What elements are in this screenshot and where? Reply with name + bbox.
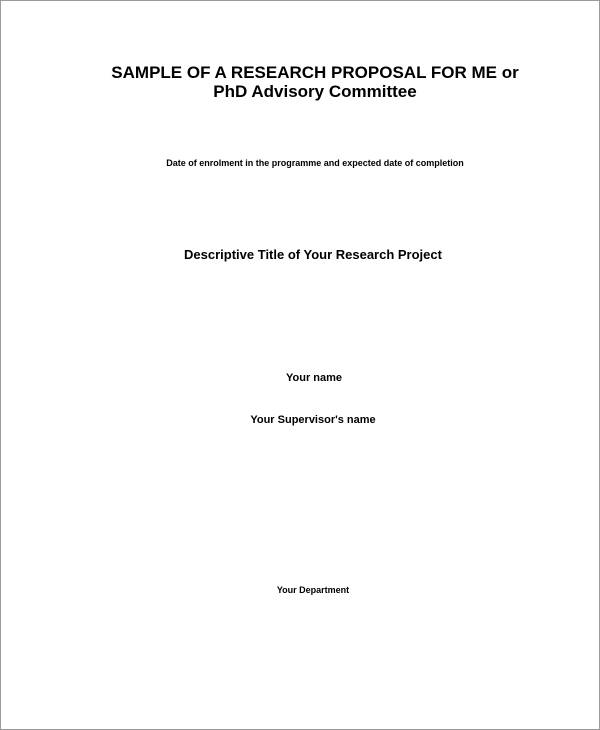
proposal-title-line-2: PhD Advisory Committee	[213, 82, 417, 101]
supervisor-name: Your Supervisor's name	[250, 414, 376, 426]
research-project-title: Descriptive Title of Your Research Project	[184, 247, 442, 262]
proposal-title	[1, 63, 599, 101]
department-name: Your Department	[276, 585, 350, 595]
enrolment-completion-dates: Date of enrolment in the programme and expected date of completion	[166, 158, 464, 168]
proposal-title-line-1: SAMPLE OF A RESEARCH PROPOSAL FOR ME or	[111, 63, 519, 82]
author-name: Your name	[285, 372, 343, 384]
